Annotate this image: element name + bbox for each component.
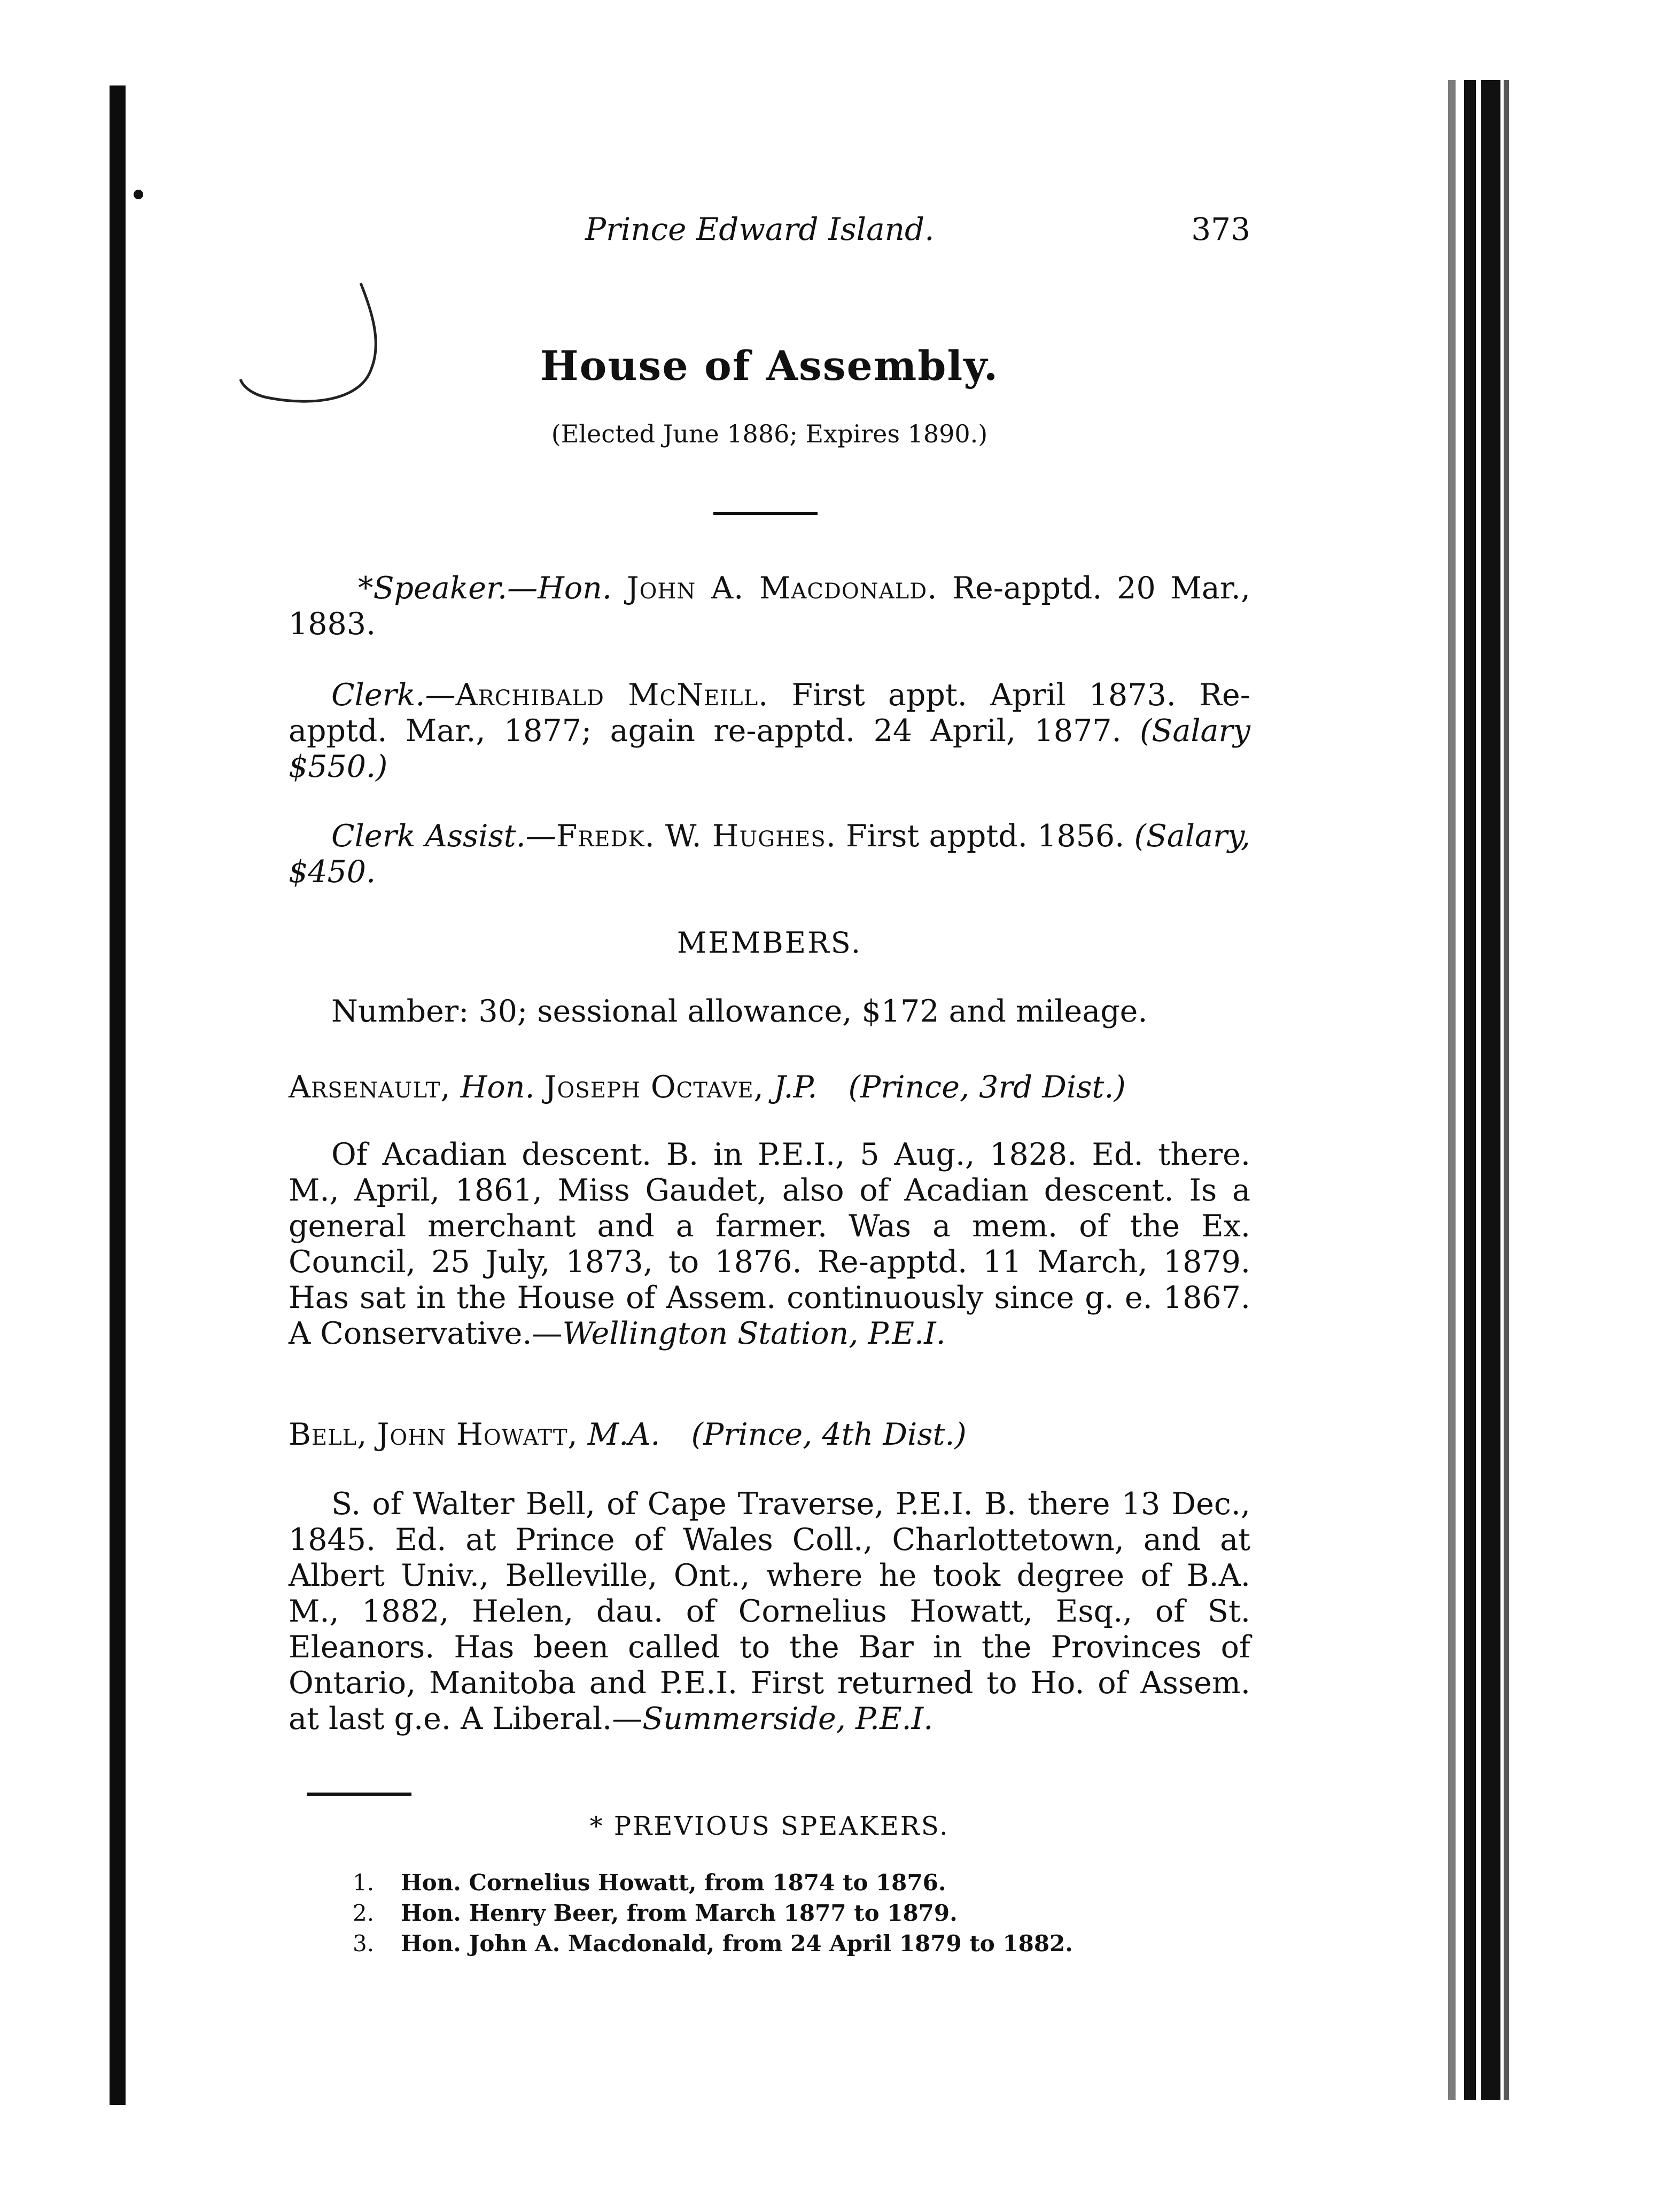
- clerk-name: Archibald McNeill.: [455, 677, 769, 713]
- binding-shadow: [110, 85, 126, 2105]
- scan-speck: [134, 190, 143, 199]
- running-head: [289, 211, 1250, 259]
- list-item: 1. Hon. Cornelius Howatt, from 1874 to 1876.: [353, 1869, 946, 1896]
- member-surname: Bell,: [289, 1417, 368, 1452]
- members-summary: [289, 994, 1250, 1030]
- clerk-salary: (Salary $550.): [289, 713, 1250, 784]
- members-summary-text: Number: 30; sessional allowance, $172 and mileage.: [331, 994, 1148, 1029]
- member-heading: [289, 1070, 1250, 1105]
- clerk-assistant-salary: (Salary, $450.: [289, 819, 1250, 890]
- member-bio-text: Of Acadian descent. B. in P.E.I., 5 Aug., 1828. Ed. there. M., April, 1861, Miss Gaudet, also of Acadian descent. Is a general merchant and a farmer. Was a mem. of the Ex. Council, 25 July, 1873, to 1876. Re-apptd. 11 March, 1879. Has sat in the House of Assem. continuously since g. e. 1867. A Conservative.—: [289, 1137, 1250, 1351]
- speaker-role: Speaker.—Hon.: [373, 571, 612, 606]
- speaker-details: Re-apptd. 20 Mar., 1883.: [289, 571, 1251, 642]
- member-honorific: Hon.: [460, 1070, 535, 1105]
- member-heading: [289, 1417, 1250, 1453]
- members-heading: MEMBERS.: [677, 926, 862, 960]
- member-given-names: John Howatt,: [377, 1417, 578, 1452]
- member-biography: [289, 1137, 1250, 1352]
- page-edge-shadow: [1448, 80, 1512, 2100]
- footnote-divider: [307, 1793, 411, 1796]
- speaker-name: John A. Macdonald.: [626, 571, 938, 606]
- member-bio-text: S. of Walter Bell, of Cape Traverse, P.E.I. B. there 13 Dec., 1845. Ed. at Prince of Wales Coll., Charlottetown, and at Albert Univ., Belleville, Ont., where he took degree of B.A. M., 1882, Helen, dau. of Cornelius Howatt, Esq., of St. Eleanors. Has been called to the Bar in the Provinces of Ontario, Manitoba and P.E.I. First returned to Ho. of Assem. at last g.e. A Liberal.—: [289, 1486, 1250, 1736]
- clerk-assistant-details: First apptd. 1856.: [846, 819, 1125, 854]
- member-post-nominal: M.A.: [587, 1417, 660, 1452]
- member-district: (Prince, 4th Dist.): [691, 1417, 967, 1452]
- clerk-assistant-role: Clerk Assist.—: [331, 819, 556, 854]
- member-given-names: Joseph Octave,: [544, 1070, 764, 1105]
- previous-speakers-list: [353, 1867, 1208, 1959]
- speaker-entry: [289, 571, 1250, 642]
- clerk-assistant-name: Fredk. W. Hughes.: [556, 819, 836, 854]
- list-item: 2. Hon. Henry Beer, from March 1877 to 1879.: [353, 1900, 958, 1926]
- clerk-assistant-entry: [289, 819, 1250, 890]
- section-heading: House of Assembly.: [540, 342, 999, 389]
- member-district: (Prince, 3rd Dist.): [848, 1070, 1126, 1105]
- section-divider: [713, 512, 818, 515]
- clerk-role: Clerk.—: [331, 677, 456, 713]
- clerk-details: First appt. April 1873. Re-apptd. Mar., 1877; again re-apptd. 24 April, 1877.: [289, 677, 1250, 749]
- member-address: Wellington Station, P.E.I.: [562, 1316, 946, 1351]
- member-biography: [289, 1486, 1250, 1737]
- clerk-entry: [289, 677, 1250, 785]
- previous-speakers-heading: * PREVIOUS SPEAKERS.: [589, 1811, 950, 1841]
- section-subheading: (Elected June 1886; Expires 1890.): [551, 419, 988, 448]
- page-number: 373: [1191, 211, 1250, 247]
- list-item: 3. Hon. John A. Macdonald, from 24 April 1879 to 1882.: [353, 1930, 1073, 1957]
- member-post-nominal: J.P.: [773, 1070, 818, 1105]
- member-address: Summerside, P.E.I.: [642, 1701, 934, 1736]
- footnote-marker: *: [358, 571, 374, 606]
- running-title: Prince Edward Island.: [585, 211, 935, 247]
- member-surname: Arsenault,: [289, 1070, 451, 1105]
